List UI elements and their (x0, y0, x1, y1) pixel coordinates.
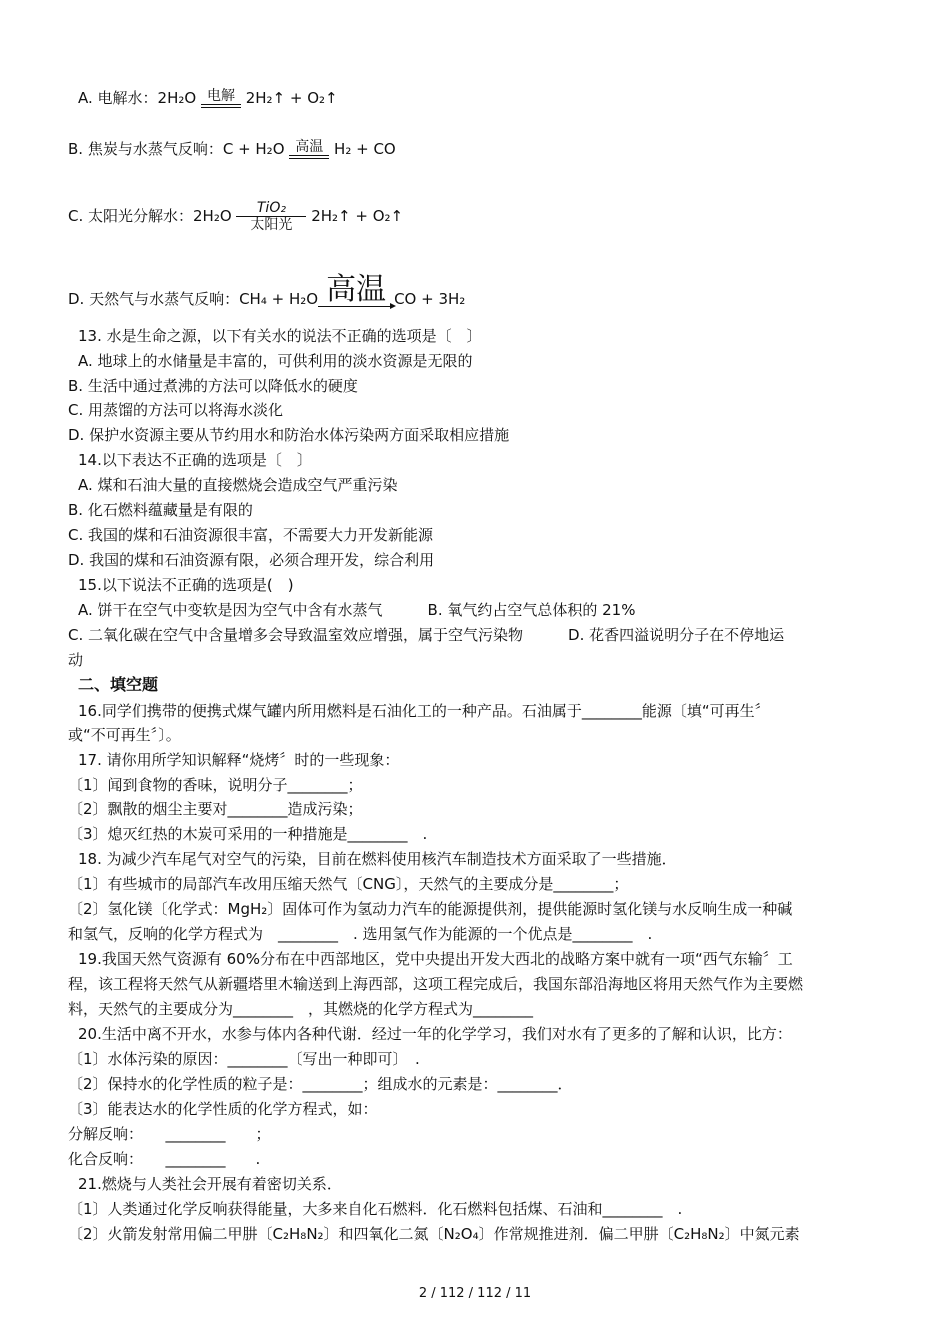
section-title: 二、填空题 (78, 675, 159, 694)
catalyst-label: TiO₂ (256, 200, 286, 216)
text-line: 〔2〕保持水的化学性质的粒子是：________；组成水的元素是：________． (68, 1075, 573, 1093)
text-line: 程，该工程将天然气从新疆塔里木输送到上海西部，这项工程完成后，我国东部沿海地区将用天然气作为主要燃 (68, 975, 804, 993)
list-item: C. 我国的煤和石油资源很丰富，不需要大力开发新能源 (68, 526, 434, 544)
question-19: 19.我国天然气资源有 60%分布在中西部地区，党中央提出开发大西北的战略方案中就有一项“西气东输〞工 (78, 950, 793, 968)
option-d-text: D. 天然气与水蒸气反响：CH₄ + H₂O (68, 290, 319, 308)
question-14: 14.以下表达不正确的选项是〔 〕 (78, 451, 312, 469)
list-item: D. 保护水资源主要从节约用水和防治水体污染两方面采取相应措施 (68, 426, 510, 444)
text-line: 和氢气，反响的化学方程式为 ________ . 选用氢气作为能源的一个优点是________ . (68, 925, 653, 943)
question-16: 16.同学们携带的便携式煤气罐内所用燃料是石油化工的一种产品。石油属于________能源〔填“可再生〞 (78, 702, 770, 720)
text-line: 化合反响： ________ . (68, 1150, 261, 1168)
text-line: 〔2〕飘散的烟尘主要对________造成污染； (68, 800, 363, 818)
option-d-products: CO + 3H₂ (394, 290, 466, 308)
text-line: 〔1〕闻到食物的香味，说明分子________； (68, 776, 363, 794)
question-18: 18. 为减少汽车尾气对空气的污染，目前在燃料使用核汽车制造技术方面采取了一些措施． (78, 850, 677, 868)
text-line: 分解反响： ________ ； (68, 1125, 271, 1143)
list-item: C. 二氧化碳在空气中含量增多会导致温室效应增强，属于空气污染物 D. 花香四溢说明分子在不停地运 (68, 626, 785, 644)
option-a-products: 2H₂↑ + O₂↑ (240, 89, 338, 107)
text-line: 〔3〕熄灭红热的木炭可采用的一种措施是________ . (68, 825, 428, 843)
text-line: 料，天然气的主要成分为________ ，其燃烧的化学方程式为________ (68, 1000, 534, 1018)
reaction-condition (236, 200, 306, 233)
text-line: 〔2〕氢化镁〔化学式：MgH₂〕固体可作为氢动力汽车的能源提供剂，提供能源时氢化镁与水反响生成一种碱 (68, 900, 793, 918)
list-item: A. 煤和石油大量的直接燃烧会造成空气严重污染 (78, 476, 398, 494)
list-item: C. 用蒸馏的方法可以将海水淡化 (68, 401, 284, 419)
text-line: 〔1〕人类通过化学反响获得能量，大多来自化石燃料．化石燃料包括煤、石油和________ . (68, 1200, 683, 1218)
option-c-products: 2H₂↑ + O₂↑ (306, 207, 404, 225)
question-20: 20.生活中离不开水，水参与体内各种代谢．经过一年的化学学习，我们对水有了更多的了解和认识，比方： (78, 1025, 792, 1043)
list-item: 动 (68, 651, 84, 669)
condition-label: 高温 (326, 272, 387, 307)
question-21: 21.燃烧与人类社会开展有着密切关系． (78, 1175, 342, 1193)
text-line: 〔3〕能表达水的化学性质的化学方程式，如： (68, 1100, 378, 1118)
text-line: 或“不可再生〞〕。 (68, 726, 181, 744)
reaction-condition (318, 274, 394, 309)
condition-label: 高温 (295, 139, 324, 155)
option-a (78, 88, 338, 108)
list-item: A. 地球上的水储量是丰富的，可供利用的淡水资源是无限的 (78, 352, 473, 370)
list-item: B. 生活中通过煮沸的方法可以降低水的硬度 (68, 377, 358, 395)
list-item: B. 化石燃料蕴藏量是有限的 (68, 501, 253, 519)
option-b (68, 139, 396, 159)
text-line: 〔2〕火箭发射常用偏二甲肼〔C₂H₈N₂〕和四氧化二氮〔N₂O₄〕作常规推进剂．偏二甲肼〔C₂H₈N₂〕中氮元素 (68, 1225, 800, 1243)
reaction-condition (201, 88, 241, 108)
text-line: 〔1〕有些城市的局部汽车改用压缩天然气〔CNG〕，天然气的主要成分是________； (68, 875, 629, 893)
option-c-text: C. 太阳光分解水：2H₂O (68, 207, 237, 225)
option-b-text: B. 焦炭与水蒸气反响：C + H₂O (68, 140, 290, 158)
option-c (68, 200, 403, 233)
page-number: 2 / 112 / 112 / 11 (418, 1286, 532, 1301)
question-15: 15.以下说法不正确的选项是( ) (78, 576, 294, 594)
condition-label: 电解 (206, 88, 235, 104)
option-d (68, 274, 465, 309)
list-item: A. 饼干在空气中变软是因为空气中含有水蒸气 B. 氧气约占空气总体积的 21% (78, 601, 636, 619)
option-b-products: H₂ + CO (329, 140, 396, 158)
option-a-text: A. 电解水：2H₂O (78, 89, 201, 107)
condition-label: 太阳光 (250, 217, 293, 233)
question-17: 17. 请你用所学知识解释“烧烤〞时的一些现象： (78, 751, 400, 769)
text-line: 〔1〕水体污染的原因：________〔写出一种即可〕 . (68, 1050, 420, 1068)
list-item: D. 我国的煤和石油资源有限，必须合理开发，综合利用 (68, 551, 435, 569)
reaction-condition (289, 139, 329, 159)
question-13: 13. 水是生命之源，以下有关水的说法不正确的选项是〔 〕 (78, 327, 482, 345)
